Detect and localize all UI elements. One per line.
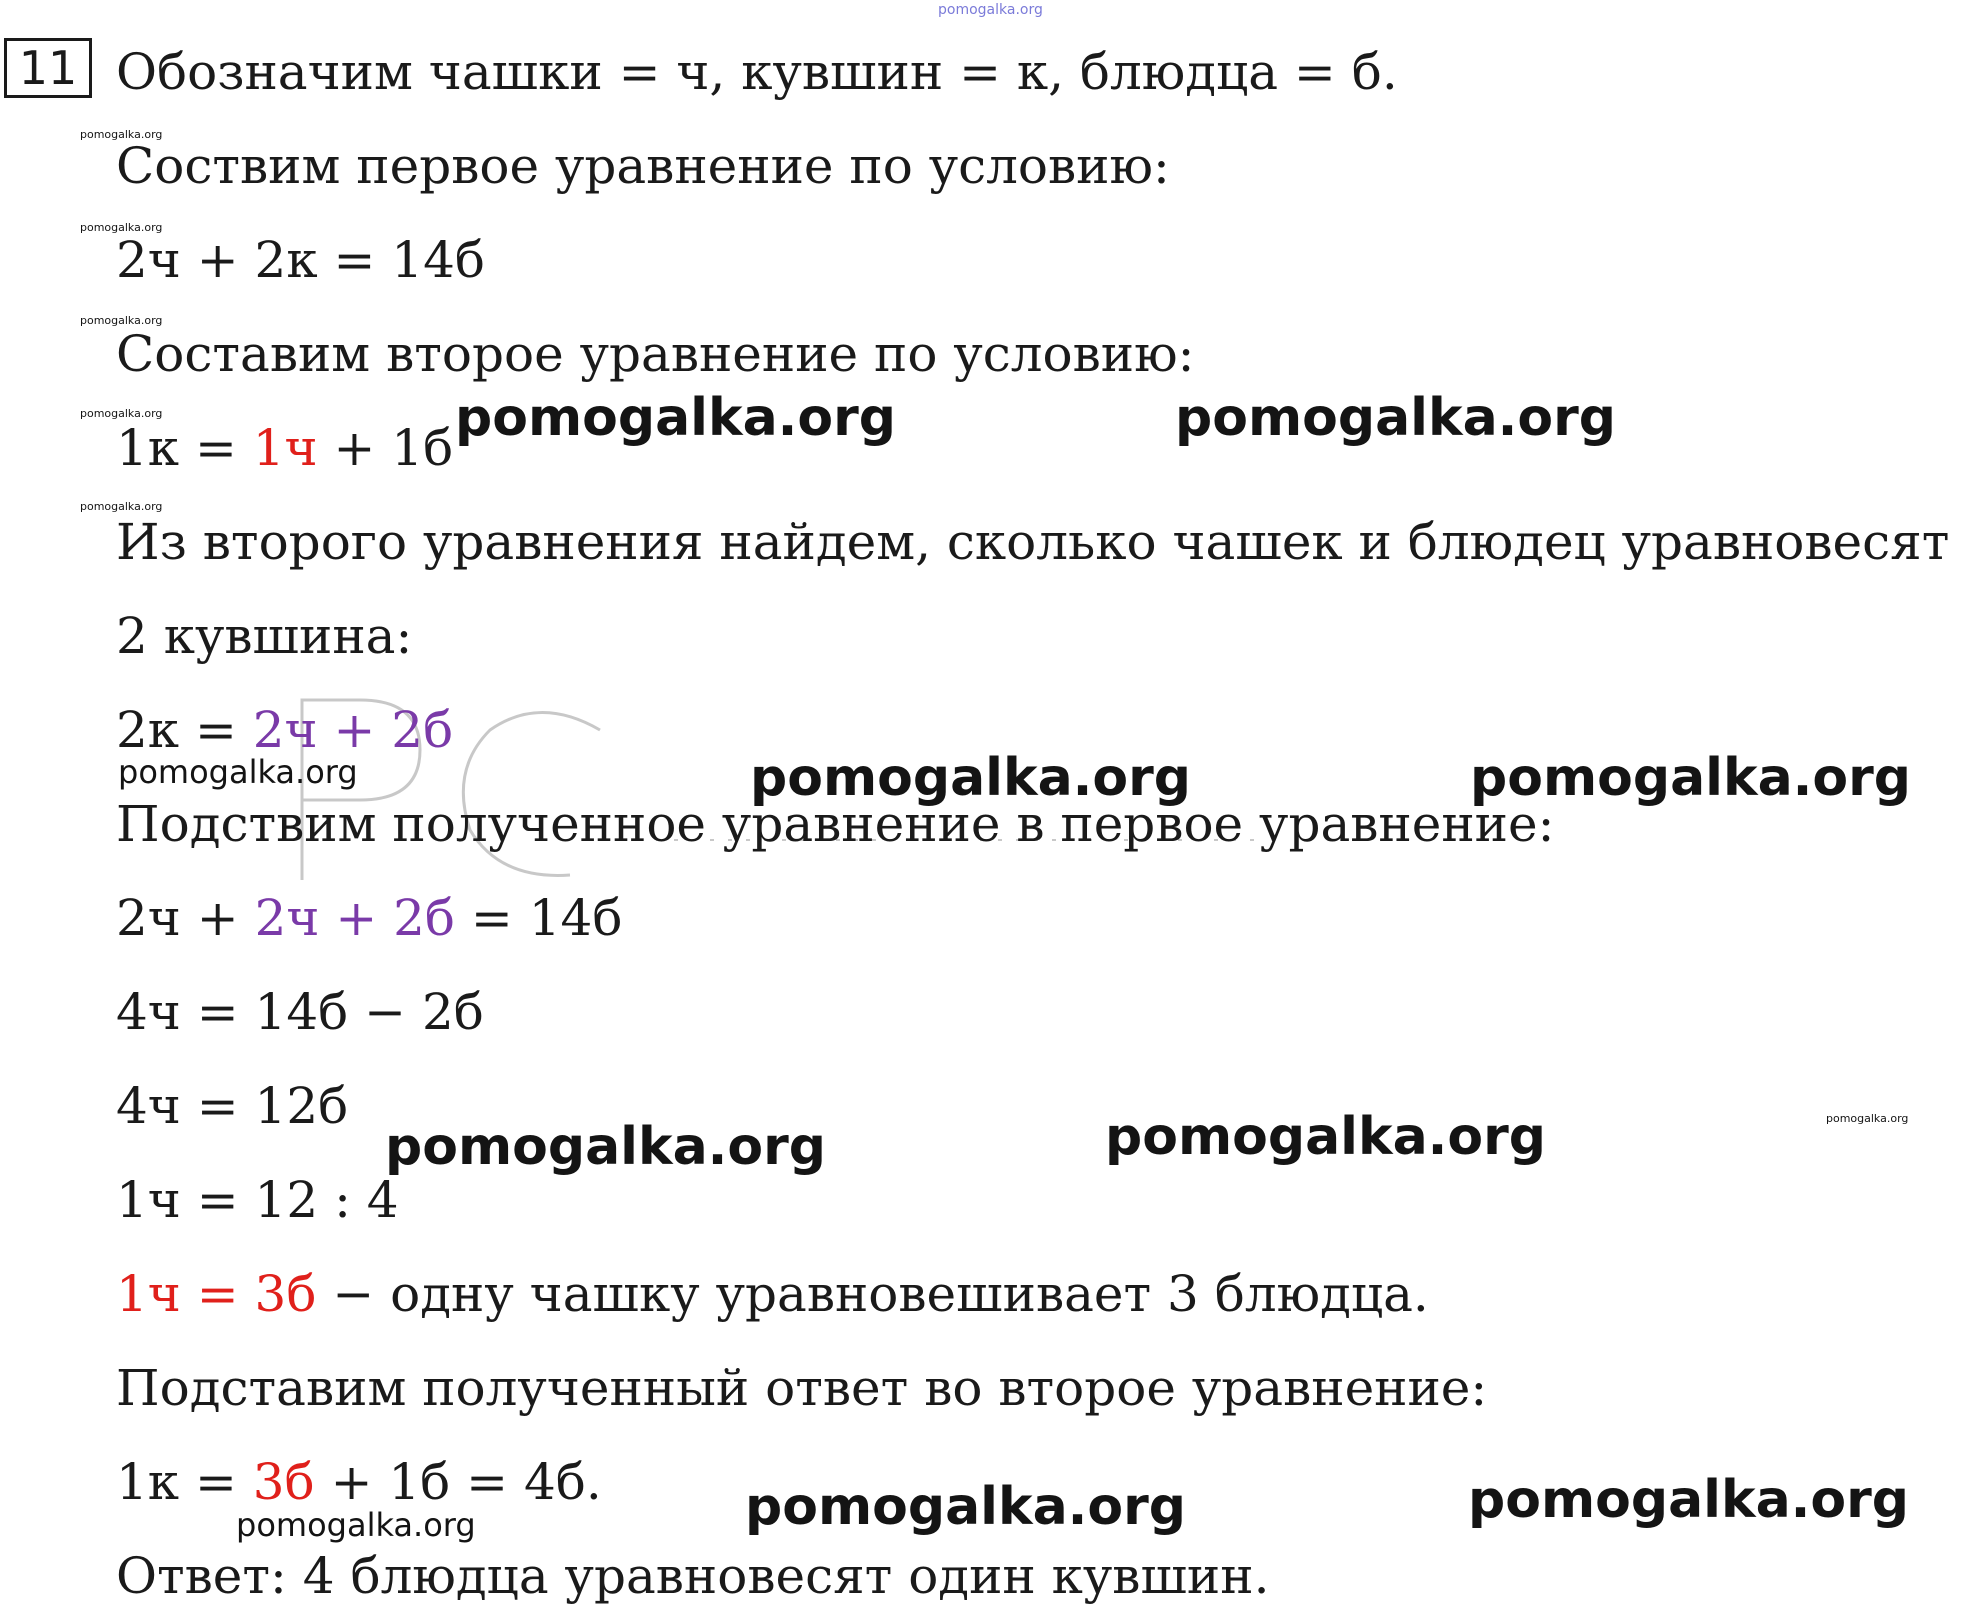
text-segment: 2к = — [116, 701, 253, 759]
solution-line — [116, 982, 484, 1042]
solution-line — [116, 1452, 602, 1512]
text-segment: Подставим полученный ответ во второе уравнение: — [116, 1359, 1488, 1417]
watermark-small: pomogalka.org — [80, 128, 163, 141]
task-number-box: 11 — [4, 38, 92, 98]
solution-line — [116, 512, 1949, 572]
text-segment: − одну чашку уравновешивает 3 блюдца. — [316, 1265, 1429, 1323]
solution-line — [116, 136, 1170, 196]
watermark-mid: pomogalka.org — [118, 753, 358, 791]
text-segment: 3б — [252, 1453, 315, 1511]
watermark-big: pomogalka.org — [385, 1117, 827, 1177]
watermark-mid: pomogalka.org — [236, 1506, 476, 1544]
text-segment: 2 кувшина: — [116, 607, 413, 665]
text-segment: 4ч = 14б − 2б — [116, 983, 484, 1041]
watermark-small: pomogalka.org — [80, 407, 163, 420]
solution-line — [116, 1076, 348, 1136]
solution-line — [116, 606, 412, 666]
text-segment: Составим второе уравнение по условию: — [116, 325, 1195, 383]
text-segment: 2ч + 2б — [254, 889, 456, 947]
watermark-big: pomogalka.org — [1470, 748, 1912, 808]
watermark-small: pomogalka.org — [1826, 1112, 1909, 1125]
solution-line — [116, 1170, 399, 1230]
solution-line — [116, 1264, 1429, 1324]
solution-line — [116, 700, 453, 760]
watermark-big: pomogalka.org — [750, 748, 1192, 808]
solution-line — [116, 888, 622, 948]
text-segment: 2ч + 2к = 14б — [116, 231, 486, 289]
text-segment: 2ч + 2б — [252, 701, 454, 759]
text-segment: 1к = — [116, 1453, 253, 1511]
text-segment: + 1б — [317, 419, 454, 477]
text-segment: 1к = — [116, 419, 253, 477]
solution-line — [116, 1358, 1487, 1418]
text-segment: 1ч = 12 : 4 — [116, 1171, 399, 1229]
solution-line — [116, 42, 1398, 102]
solution-line — [116, 230, 485, 290]
solution-line — [116, 1546, 1269, 1606]
watermark-small: pomogalka.org — [80, 500, 163, 513]
text-segment: 2ч + — [116, 889, 255, 947]
text-segment: 1ч — [252, 419, 318, 477]
solution-line — [116, 324, 1195, 384]
watermark-top: pomogalka.org — [938, 2, 1043, 18]
text-segment: 4ч = 12б — [116, 1077, 349, 1135]
watermark-small: pomogalka.org — [80, 221, 163, 234]
watermark-big: pomogalka.org — [745, 1477, 1187, 1537]
text-segment: Из второго уравнения найдем, сколько чашек и блюдец уравновесят — [116, 513, 1950, 571]
text-segment: Подствим полученное уравнение в первое уравнение: — [116, 795, 1555, 853]
text-segment: Соствим первое уравнение по условию: — [116, 137, 1170, 195]
text-segment: = 14б — [455, 889, 623, 947]
watermark-small: pomogalka.org — [80, 314, 163, 327]
text-segment: 1ч = 3б — [116, 1265, 317, 1323]
watermark-big: pomogalka.org — [1175, 388, 1617, 448]
text-segment: + 1б = 4б. — [314, 1453, 602, 1511]
watermark-big: pomogalka.org — [455, 388, 897, 448]
watermark-big: pomogalka.org — [1105, 1107, 1547, 1167]
solution-line — [116, 418, 453, 478]
text-segment: Ответ: 4 блюдца уравновесят один кувшин. — [116, 1547, 1270, 1605]
watermark-big: pomogalka.org — [1468, 1470, 1910, 1530]
text-segment: Обозначим чашки = ч, кувшин = к, блюдца = б. — [116, 43, 1398, 101]
